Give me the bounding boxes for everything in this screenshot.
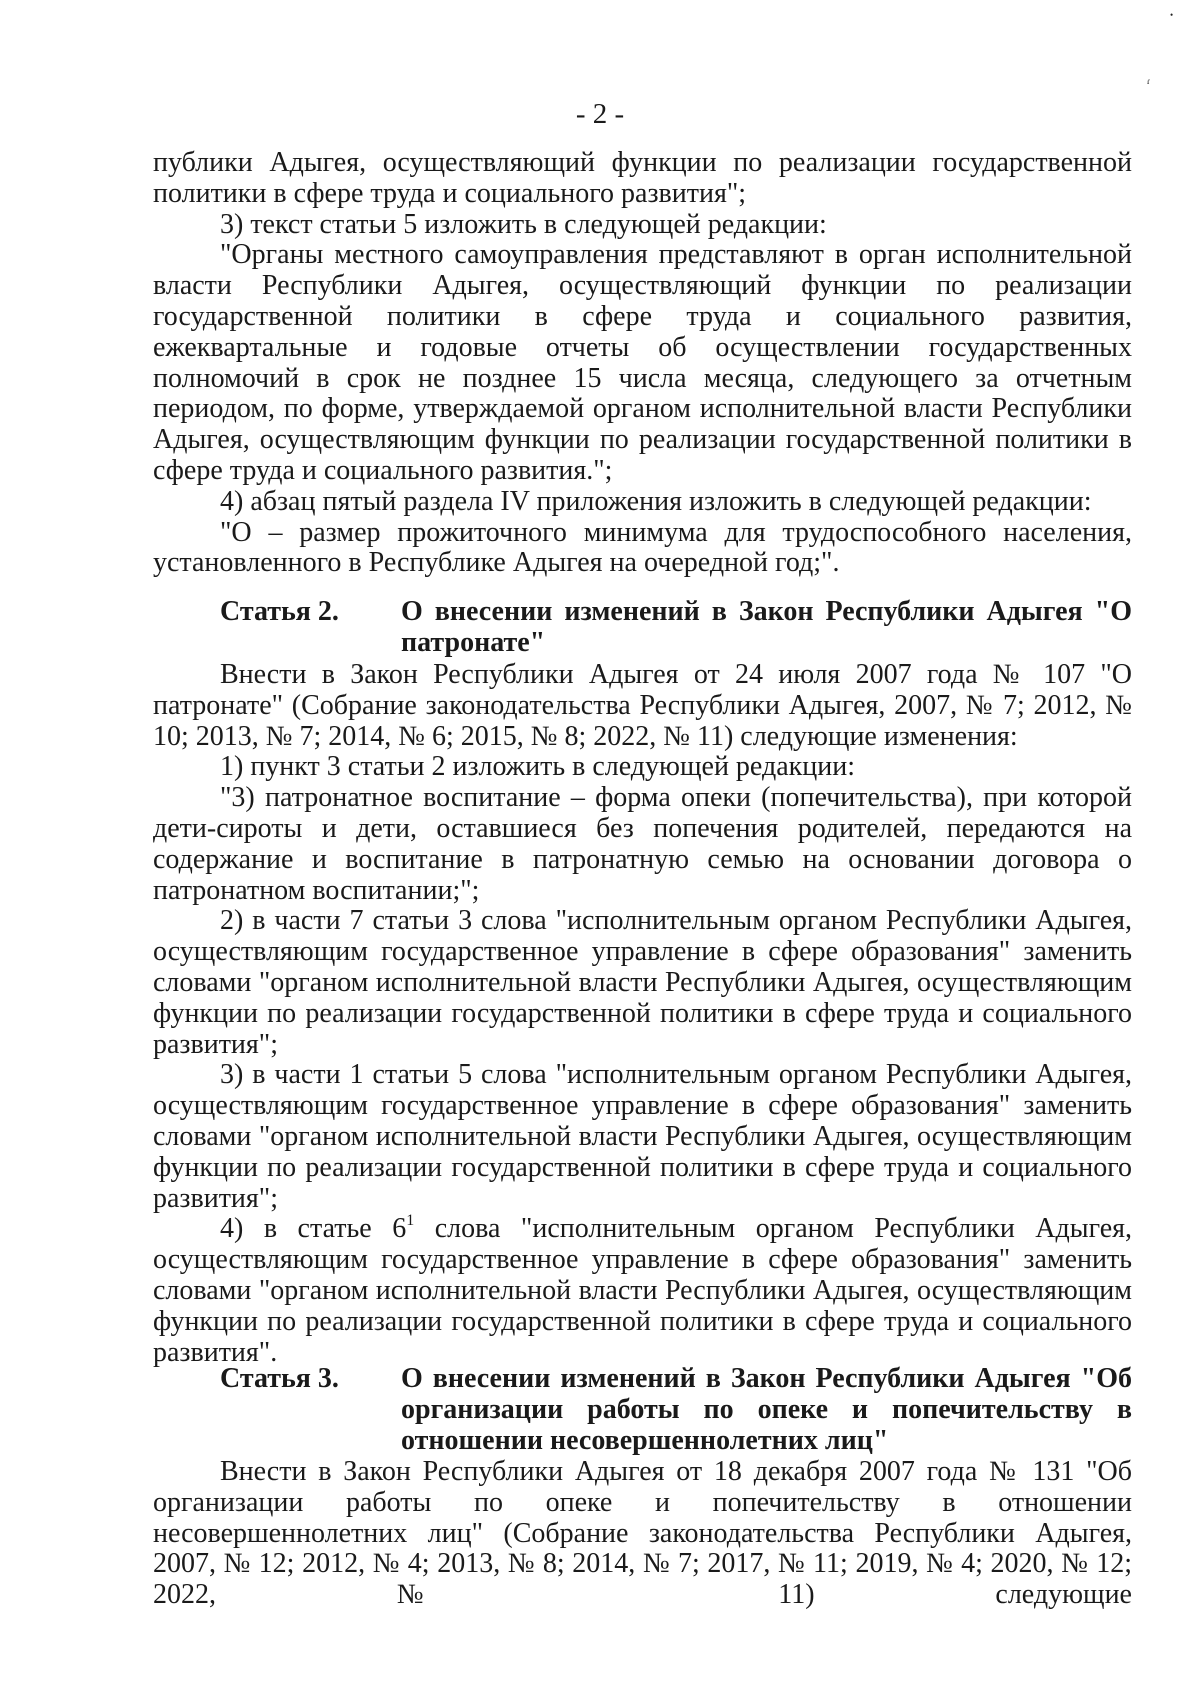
paragraph: Внести в Закон Республики Адыгея от 18 декабря 2007 года № 131 "Об организации работы по опеке и попечительству в отношении несовершеннолетних лиц" (Собрание законодательства Республики Адыгея, 2007, № 12; 2012, № 4; 2013, № 8; 2014, № 7; 2017, № 11; 2019, № 4; 2020, № 12; 2022, № 11) следующие	[153, 1456, 1132, 1611]
scan-mark: ɾ	[1147, 76, 1150, 86]
paragraph-text: 4) в статье 6	[220, 1213, 407, 1245]
article-2-heading	[153, 597, 1132, 659]
paragraph: "3) патронатное воспитание – форма опеки (попечительства), при которой дети-сироты и дети, оставшиеся без попечения родителей, передаются на содержание и воспитание в патронатную семью на основании договора о патронатном воспитании;";	[153, 782, 1132, 906]
article-3-heading	[153, 1364, 1132, 1456]
paragraphs-part-3	[153, 1457, 1132, 1611]
paragraph: 4) абзац пятый раздела IV приложения изложить в следующей редакции:	[220, 485, 1092, 517]
article-label: Статья 3.	[220, 1363, 339, 1394]
paragraph-text: слова "исполнительным органом Республики Адыгея, осуществляющим государственное управление в сфере образования" заменить словами "органом исполнительной власти Республики Адыгея, осуществляющим функции по реализации государственной политики в сфере труда и социального развития".	[153, 1213, 1133, 1368]
superscript: 1	[406, 1212, 415, 1230]
paragraph: 3) текст статьи 5 изложить в следующей редакции:	[220, 208, 827, 240]
scan-mark: •	[1170, 10, 1174, 20]
page-number: - 2 -	[575, 98, 625, 130]
article-label: Статья 2.	[220, 596, 339, 627]
paragraph: "О – размер прожиточного минимума для трудоспособного населения, установленного в Республике Адыгея на очередной год;".	[153, 516, 1132, 579]
paragraph: 2) в части 7 статьи 3 слова "исполнительным органом Республики Адыгея, осуществляющим государственное управление в сфере образования" заменить словами "органом исполнительной власти Республики Адыгея, осуществляющим функции по реализации государственной политики в сфере труда и социального развития";	[153, 905, 1132, 1060]
paragraph: публики Адыгея, осуществляющий функции по реализации государственной политики в сфере труда и социального развития";	[153, 147, 1132, 209]
article-title: О внесении изменений в Закон Республики Адыгея "О патронате"	[401, 596, 1132, 658]
paragraphs-part-2	[153, 660, 1132, 1368]
paragraph: Внести в Закон Республики Адыгея от 24 июля 2007 года № 107 "О патронате" (Собрание законодательства Республики Адыгея, 2007, № 7; 2012, № 10; 2013, № 7; 2014, № 6; 2015, № 8; 2022, № 11) следующие изменения:	[153, 659, 1132, 752]
paragraphs-part-1	[153, 148, 1132, 579]
paragraph	[153, 1214, 1132, 1368]
paragraph: "Органы местного самоуправления представляют в орган исполнительной власти Республики Адыгея, осуществляющий функции по реализации государственной политики в сфере труда и социального развития, ежеквартальные и годовые отчеты об осуществлении государственных полномочий в срок не позднее 15 числа месяца, следующего за отчетным периодом, по форме, утверждаемой органом исполнительной власти Республики Адыгея, осуществляющим функции по реализации государственной политики в сфере труда и социального развития.";	[153, 239, 1132, 486]
paragraph: 1) пункт 3 статьи 2 изложить в следующей редакции:	[220, 751, 856, 783]
paragraph: 3) в части 1 статьи 5 слова "исполнительным органом Республики Адыгея, осуществляющим государственное управление в сфере образования" заменить словами "органом исполнительной власти Республики Адыгея, осуществляющим функции по реализации государственной политики в сфере труда и социального развития";	[153, 1059, 1132, 1214]
article-title: О внесении изменений в Закон Республики Адыгея "Об организации работы по опеке и попечительству в отношении несовершеннолетних лиц"	[401, 1363, 1132, 1456]
